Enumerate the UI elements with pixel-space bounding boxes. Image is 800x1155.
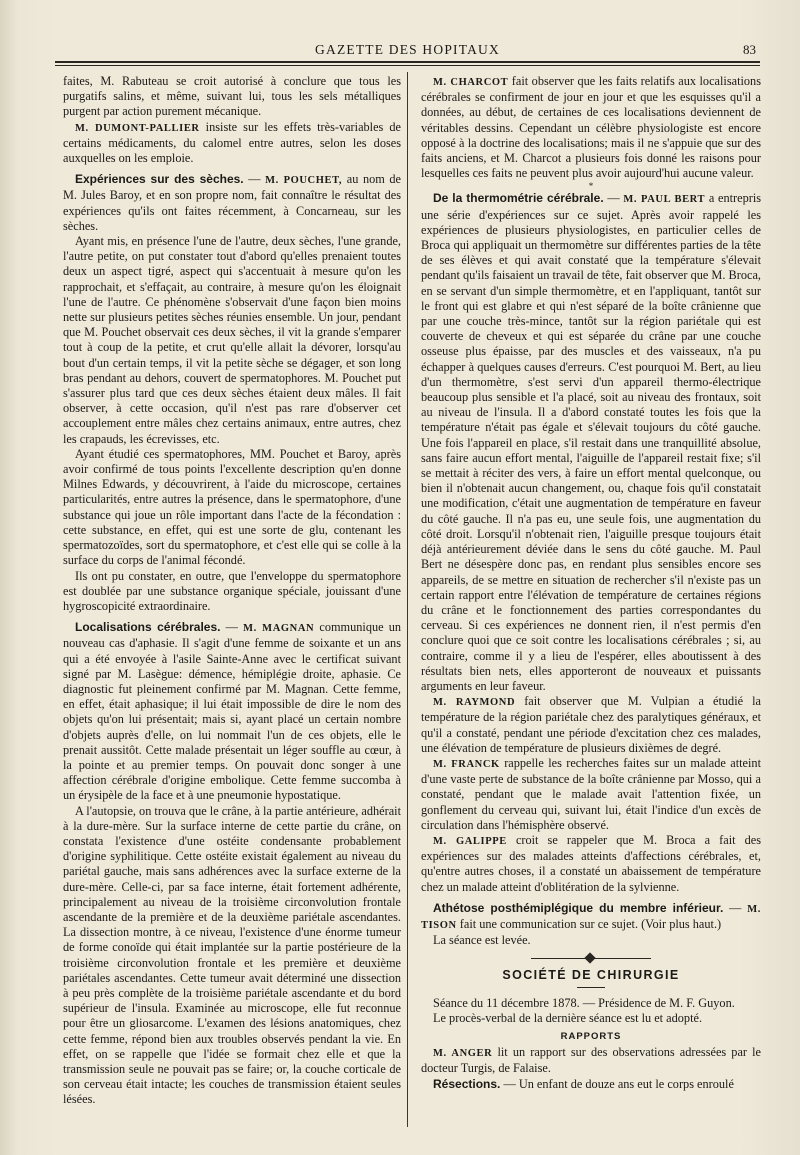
speaker-name: M. MAGNAN [243,623,315,635]
paragraph-text: lit un rapport sur des observations adressées par le docteur Turgis, de Falaise. [421,1045,761,1076]
speaker-name: M. RAYMOND [433,697,516,709]
dash: — [503,1076,516,1091]
paragraph: Ayant mis, en présence l'une de l'autre, deux sèches, l'une grande, l'autre petite, on put constater tout d'abord qu'elles prenaient toutes deux un aspect tigré, aspect qui s'accentuait à mesure qu'on les rapprochait, et s'effaçait, au contraire, à mesure qu'on les éloignait l'une de l'autre. Ce phénomène s'observait d'une façon bien moins nette sur plusieurs petites sèches réunies ensemble. Un jour, pendant que M. Pouchet observait ces deux sèches, il vit la grande s'emparer tout à coup de la petite, et crut qu'elle allait la dévorer, lorsqu'au bout d'un certain temps, il vit la petite sèche se dégager, et son long bras pendant au dehors, couvert de spermatophores. M. Pouchet put s'assurer plus tard que ces deux sèches étaient deux mâles. Il fait observer, à cette occasion, qu'il n'est pas rare d'observer cet accouplement entre mâles chez certains animaux, entre autres, chez les crapauds, les écrevisses, etc. [63,234,401,446]
section-intro [421,901,761,933]
left-column [63,74,401,1108]
journal-title: GAZETTE DES HOPITAUX [315,42,500,57]
paragraph [421,694,761,756]
speaker-name: M. GALIPPE [433,835,507,847]
paragraph-text: fait une communication sur ce sujet. (Voir plus haut.) [459,916,722,931]
header-rule-thick [55,61,760,63]
dash: — [607,191,620,206]
speaker-name: M. CHARCOT [433,77,509,88]
society-header [421,954,761,987]
paragraph-text: fait observer que M. Vulpian a étudié la température de la région pariétale chez des paralytiques généraux, et qu'il a constaté, pendant une période d'excitation chez ces malades, une élévation de température de plusieurs dixièmes de degré. [421,694,761,755]
section-heading: Résections. [433,1076,501,1091]
paragraph-text: communique un nouveau cas d'aphasie. Il s'agit d'une femme de soixante et un ans qui a été envoyée à l'asile Sainte-Anne avec le certificat suivant signé par M. Lasègue: démence, hémiplégie droite, aphasie. Ce diagnostic fut pleinement confirmé par M. Magnan. Cette femme, en effet, était aphasique; il lui était impossible de dire le nom des objets qu'on lui présentait; mais si, ayant placé un certain nombre d'objets auprès d'elle, on lui nommait l'un de ces objets, elle le prenait aussitôt. Cette malade présentait un léger souffle au cœur, à la pointe et au premier temps. On pouvait donc songer à une affection cérébrale d'origine embolique. Cette femme succomba à un érysipèle de la face et à une pneumonie hypostatique. [63,620,402,803]
paragraph-text: a entrepris une série d'expériences sur ce sujet. Après avoir rappelé les expériences de plusieurs physiologistes, en particulier celles de Broca qui appliquait un thermomètre sur différentes parties de la tête de ses élèves et qui avait constaté que la température s'élevait pendant qu'ils faisaient un travail de tête, fait observer que M. Broca, en se servant d'un simple thermomètre, et en l'appliquant, tantôt sur le front qui est glabre et qui n'est séparé de la boîte crânienne que par une couche très-mince, tantôt sur la région pariétale qui est couverte de cheveux et qui est séparée du crâne par une couche osseuse plus épaisse, par des muscles et des vaisseaux, n'a pu échapper à quelques causes d'erreurs. C'est pourquoi M. Bert, au lieu d'un thermomètre, s'est servi d'un appareil thermo-électrique beaucoup plus sensible et l'a placé, soit au niveau des frontaux, soit au niveau de l'insula. Il a d'abord constaté toutes les fois que la température n'était pas égale et s'élevait toujours du côté gauche. Une fois l'appareil en place, s'il restait dans une tranquillité absolue, sans faire aucun effort mental, l'aiguille de l'appareil restait fixe; s'il se mettait à réciter des vers, à faire un effort mental quelconque, ou bien il n'obtenait aucun changement, ou, chaque fois qu'il constatait une modification, c'était une augmentation de température en faveur du côté gauche. Il n'a pas eu, une seule fois, une augmentation du côté droit. Lorsqu'il n'obtenait rien, l'aiguille presque toujours était déjà antérieurement déviée dans le sens du côté gauche. M. Paul Bert ne désespère donc pas, en rendant plus sensibles encore ses appareils, de se mettre en situation de rechercher s'il n'existe pas un certain rapport entre l'élévation de température de certaines régions du crâne et le fonctionnement des parties correspondantes du cerveau. Si ces expériences ne donnent rien, il n'est permis d'en conclure quoi que ce soit contre les localisations cérébrales ; si, au contraire, comme il y a lieu de l'espérer, elles aboutissent à des résultats bien nets, elles apporteront de nouveaux et puissants arguments en leur faveur. [421,191,762,693]
right-column [421,74,761,1092]
paragraph: Ayant étudié ces spermatophores, MM. Pouchet et Baroy, après avoir confirmé de tous points l'excellente description qu'en donne Milnes Edwards, y découvrirent, à l'aide du microscope, certaines particularités, entre autres la présence, dans le spermatophore, d'une substance qui joue un rôle important dans l'acte de la fécondation : cette substance, en effet, qui est une sorte de glu, contenant les spermatozoïdes, sort du spermatophore, et c'est elle qui se colle à la surface du corps de l'animal fécondé. [63,446,401,568]
section-intro [421,1077,761,1092]
speaker-name: M. ANGER [433,1048,493,1060]
paragraph-text: rappelle les recherches faites sur un malade atteint d'une vaste perte de substance de la boîte crânienne par Mosso, qui a constaté, pendant que le malade avait l'attention fixée, un gonflement du cerveau qui, suivant lui, était l'indice d'un excès de circulation dans l'hémisphère observé. [421,755,761,832]
speaker-name: M. POUCHET, [265,175,343,187]
paragraph-text: au nom de M. Jules Baroy, et en son propre nom, fait connaître le résultat des expériences qu'ils ont faites récemment, à Concarneau, sur les sèches. [63,172,402,233]
page-number: 83 [743,42,756,57]
speaker-name: M. TISON [421,903,761,931]
paragraph [63,120,401,167]
minutes-line: Le procès-verbal de la dernière séance est lu et adopté. [433,1010,703,1025]
section-intro [63,620,401,803]
reports-label: RAPPORTS [560,1030,622,1042]
speaker-name: M. FRANCK [433,758,500,770]
paragraph-text: fait observer que les faits relatifs aux localisations cérébrales se confirment de jour en jour et que les esquisses qu'il a données, au début, de certaines de ces localisations deviennent de véritables dessins. Cependant un célèbre physiologiste est encore opposé à la doctrine des localisations; mais il ne s'appuie que sur des faits anciens, et M. Charcot a plusieurs fois donné les raisons pour lesquelles ces faits ne peuvent plus avoir aujourd'hui aucune valeur. [421,74,761,181]
ornament-rule [531,954,651,964]
section-intro [63,172,401,234]
section-heading: Athétose posthémiplégique du membre inférieur. [433,900,724,915]
dash: — [248,172,261,187]
speaker-name: M. PAUL BERT [623,194,706,206]
paragraph [421,833,761,895]
society-title: SOCIÉTÉ DE CHIRURGIE [502,968,680,983]
closing-line: La séance est levée. [433,933,531,948]
section-heading: De la thermométrie cérébrale. [433,191,604,206]
paragraph: faites, M. Rabuteau se croit autorisé à conclure que tous les purgatifs salins, et même, suivant lui, tous les sels métalliques purgent par action purement mécanique. [63,74,401,119]
column-divider [407,72,408,1127]
header-rule-thin [55,65,760,66]
session-line: Séance du 11 décembre 1878. — Présidence de M. F. Guyon. [433,995,735,1010]
paragraph-text: Un enfant de douze ans eut le corps enroulé [518,1076,734,1091]
dash: — [225,620,238,635]
speaker-name: M. DUMONT-PALLIER [75,122,200,134]
paragraph-text: croit se rappeler que M. Broca a fait des expériences sur des malades atteints d'affections cérébrales, et, qu'entre autres choses, il a constaté un abaissement de température chez un malade atteint d'oblitération de la sylvienne. [421,832,761,894]
short-rule [577,987,605,988]
paragraph [421,756,761,833]
paragraph-text: insiste sur les effets très-variables de certains médicaments, du calomel entre autres, selon les doses auxquelles on les emploie. [63,119,401,166]
section-intro [421,191,761,694]
paragraph [421,1045,761,1076]
dash: — [729,900,742,915]
section-heading: Expériences sur des sèches. [75,172,244,187]
paragraph [421,74,761,181]
paragraph: Ils ont pu constater, en outre, que l'enveloppe du spermatophore est doublée par une substance organique spéciale, jouissant d'une hygroscopicité extraordinaire. [63,568,401,613]
separator-mark: * [588,181,594,192]
paragraph: A l'autopsie, on trouva que le crâne, à la partie antérieure, adhérait à la dure-mère. Sur la surface interne de cette partie du crâne, on constata l'existence d'une ostéite condensante probablement d'origine syphilitique. Cette ostéite existait également au niveau du pariétal gauche, mais sans adhérences avec la surface externe de la dure-mère. Celle-ci, par sa face interne, était fortement adhérente, principalement au niveau de la troisième circonvolution frontale ascendante de la première et de la deuxième pariétale ascendantes. La dissection montre, à ce niveau, l'existence d'une énorme tumeur de forme conoïde qui était implantée sur la partie postérieure de la troisième circonvolution frontale et les première et deuxième pariétales ascendantes. Cette tumeur avait déterminé une dissection à peu près complète de la troisième pariétale ascendante et du bord supérieur de l'insula. Examinée au microscope, elle fut reconnue pour être un gliosarcome. L'examen des lésions anatomiques, chez cette femme, répond bien aux troubles observés pendant la vie. En effet, on se rappelle que l'idée se formait chez elle et que la transmission seule ne pouvait pas se faire; or, la couche corticale de son cerveau était intacte; les couches de transmission étaient seules lésées. [63,803,401,1107]
section-heading: Localisations cérébrales. [75,620,221,635]
